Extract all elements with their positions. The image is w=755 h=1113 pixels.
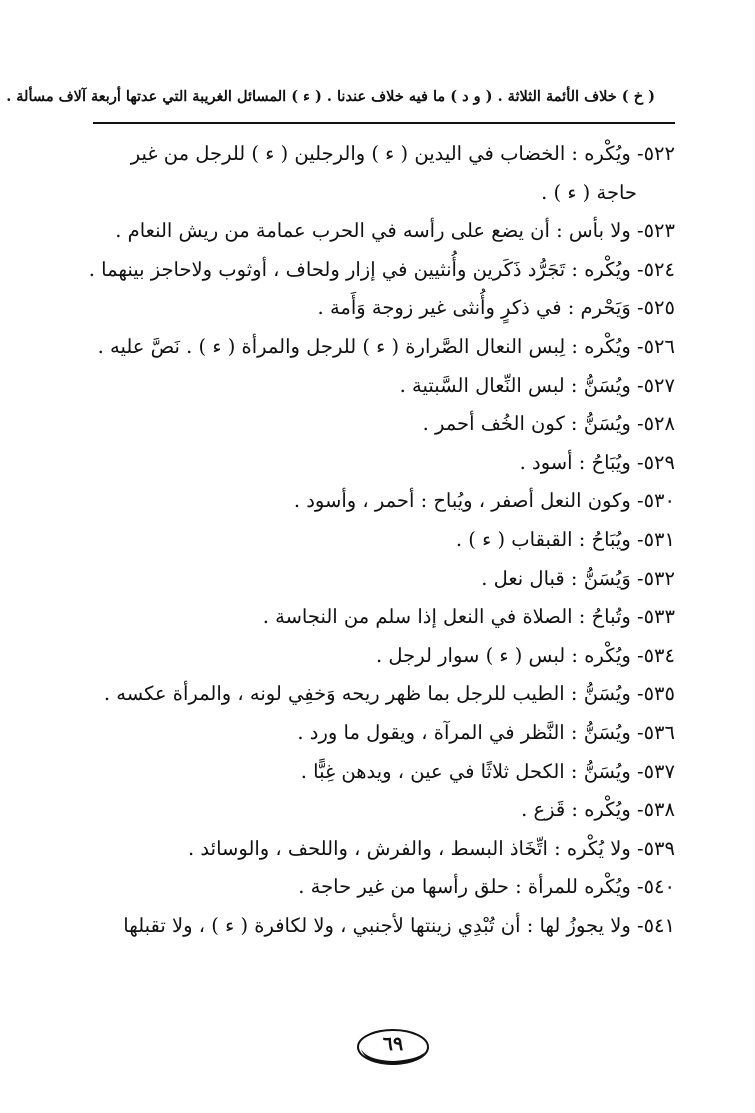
entry-528: ٥٢٨- ويُسَنُّ : كون الخُف أحمر . <box>422 412 675 436</box>
entry-539: ٥٣٩- ولا يُكْره : اتِّخَاذ البسط ، والفرش ، واللحف ، والوسائد . <box>188 836 675 860</box>
entry-529: ٥٢٩- ويُبَاحُ : أسود . <box>519 450 675 474</box>
entry-530: ٥٣٠- وكون النعل أصفر ، ويُباح : أحمر ، وأسود . <box>293 489 675 513</box>
entry-531: ٥٣١- ويُبَاحُ : القبقاب ( ء ) . <box>455 527 675 551</box>
entry-540: ٥٤٠- ويُكْره للمرأة : حلق رأسها من غير حاجة . <box>298 875 675 899</box>
body-text <box>88 135 675 945</box>
entry-522-continuation: حاجة ( ء ) . <box>541 180 637 204</box>
entry-541: ٥٤١- ولا يجوزُ لها : أن تُبْدِي زينتها لأجنبي ، ولا لكافرة ( ء ) ، ولا تقبلها <box>123 913 675 937</box>
entry-536: ٥٣٦- ويُسَنُّ : النَّظر في المرآة ، ويقول ما ورد . <box>297 720 675 744</box>
page-number: ٦٩ <box>382 1033 404 1055</box>
entry-538: ٥٣٨- ويُكْره : قَزع . <box>521 798 675 822</box>
entry-522: ٥٢٢- ويُكْره : الخضاب في اليدين ( ء ) والرجلين ( ء ) للرجل من غير <box>130 142 675 165</box>
entry-524: ٥٢٤- ويُكْره : تَجَرُّد ذَكَرين وأُنثيين في إزار ولحاف ، أوثوب ولاحاجز بينهما . <box>88 257 675 281</box>
entry-527: ٥٢٧- ويُسَنُّ : لبس النِّعال السَّبتية . <box>399 373 675 397</box>
entry-523: ٥٢٣- ولا بأس : أن يضع على رأسه في الحرب عمامة من ريش النعام . <box>115 219 675 243</box>
entry-532: ٥٣٢- وَيُسَنُّ : قبال نعل . <box>481 566 675 590</box>
entry-526: ٥٢٦- ويُكْره : لِبس النعال الصَّرارة ( ء ) للرجل والمرأة ( ء ) . نَصَّ عليه . <box>97 334 675 358</box>
running-header: ( خ ) خلاف الأئمة الثلاثة . ( و د ) ما فيه خلاف عندنا . ( ء ) المسائل الغريبة التي عدتها أربعة آلاف مسألة . <box>6 88 655 105</box>
page-number-ornament <box>355 1027 431 1067</box>
header-rule <box>93 122 675 124</box>
entry-534: ٥٣٤- ويُكْره : لبس ( ء ) سوار لرجل . <box>376 643 675 667</box>
entry-533: ٥٣٣- وتُباحُ : الصلاة في النعل إذا سلم من النجاسة . <box>262 605 675 629</box>
entry-537: ٥٣٧- ويُسَنُّ : الكحل ثلاثًا في عين ، ويدهن غِبًّا . <box>300 759 675 783</box>
entry-525: ٥٢٥- وَيَحْرم : في ذكرٍ وأُنثى غير زوجة وَأَمة . <box>317 296 675 320</box>
entry-535: ٥٣٥- ويُسَنُّ : الطيب للرجل بما ظهر ريحه وَخفِي لونه ، والمرأة عكسه . <box>103 682 675 706</box>
